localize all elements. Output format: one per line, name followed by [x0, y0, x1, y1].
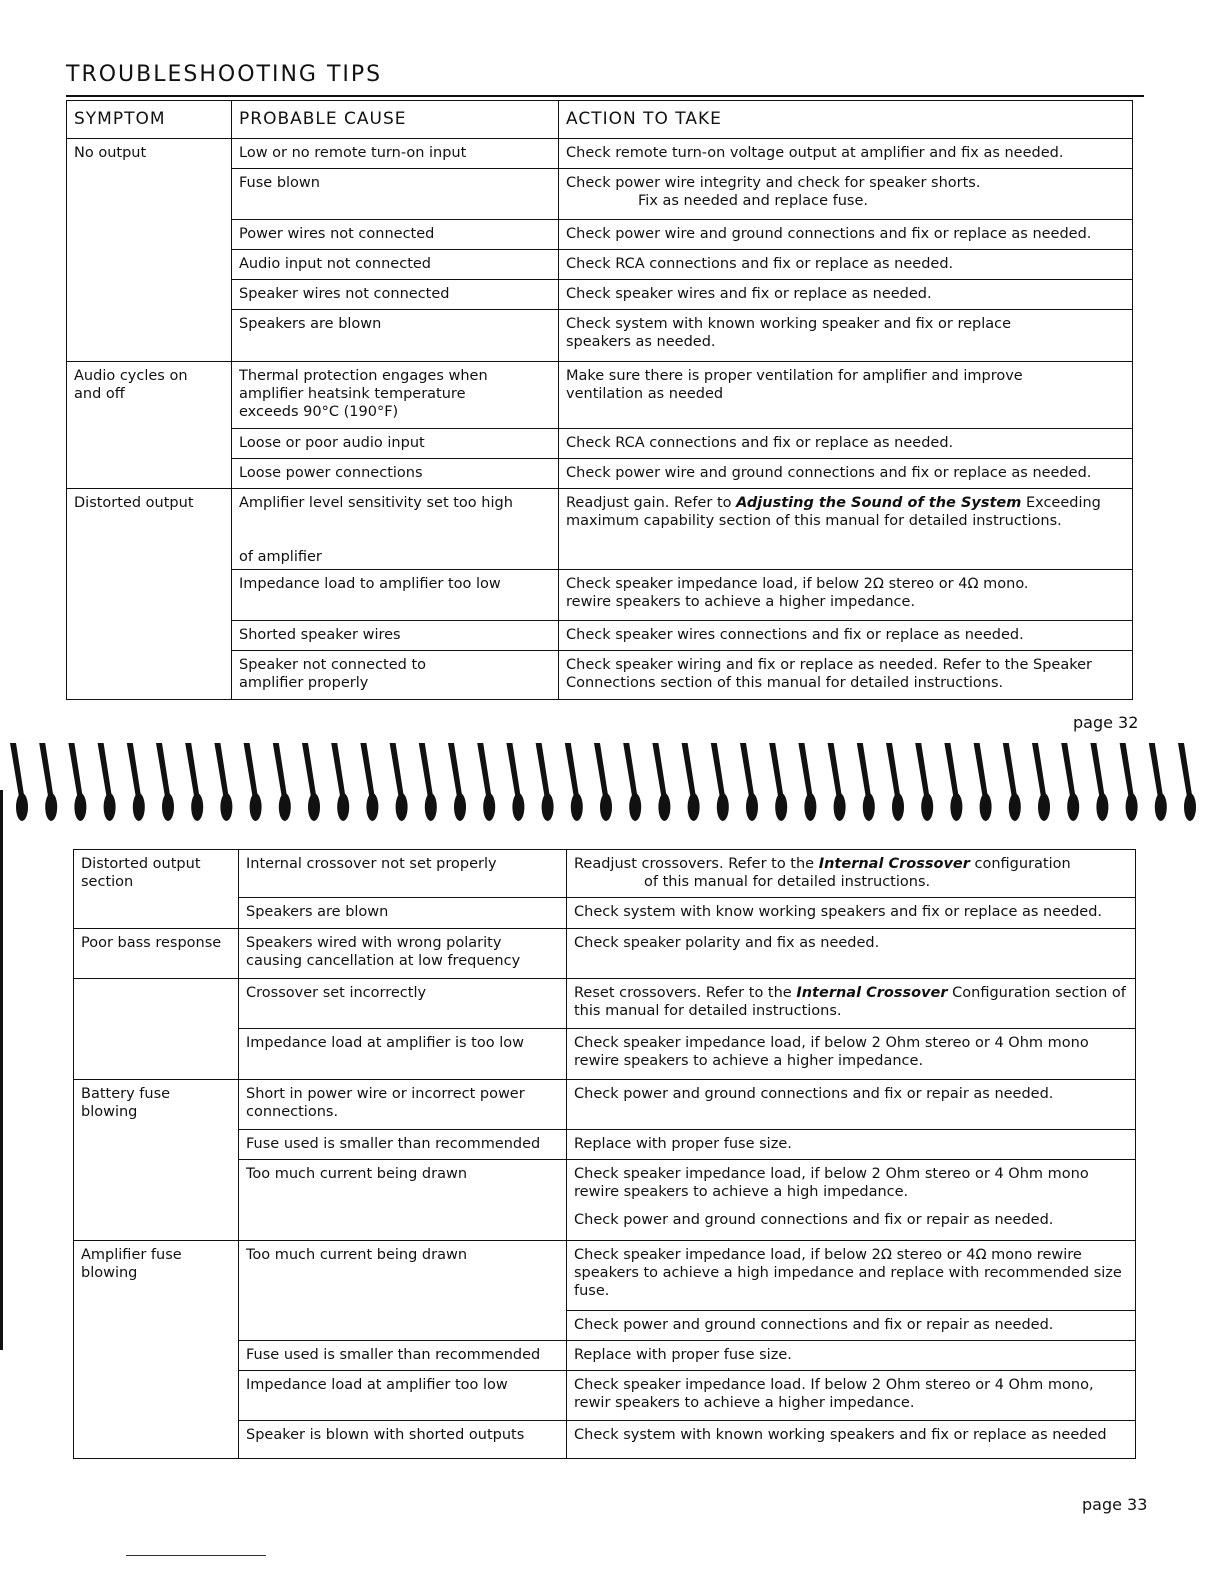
binding-coil [915, 743, 929, 797]
header-symptom: SYMPTOM [67, 101, 232, 139]
binding-hole [1096, 793, 1108, 821]
binding-hole [921, 793, 933, 821]
binding-hole [1067, 793, 1079, 821]
binding-coil [565, 743, 579, 797]
binding-hole [220, 793, 232, 821]
action-line: Check speaker impedance load, if below 2 Ohm stereo or 4 Ohm mono rewire speakers to achieve a high impedance. [574, 1166, 1089, 1200]
binding-hole [1038, 793, 1050, 821]
cause-cell: Too much current being drawn [239, 1160, 567, 1241]
binding-hole [250, 793, 262, 821]
binding-coil [10, 743, 24, 797]
cause-cell: Crossover set incorrectly [239, 979, 567, 1029]
cause-cell: Speaker wires not connected [232, 280, 559, 310]
cause-cell: Impedance load to amplifier too low [232, 570, 559, 621]
binding-coil [214, 743, 228, 797]
symptom-cell-empty [74, 979, 239, 1080]
action-cell [559, 169, 1133, 220]
action-cell: Reset crossovers. Refer to the Internal Crossover Configuration section of this manual for detailed instructions. [567, 979, 1136, 1029]
binding-hole [688, 793, 700, 821]
binding-hole [1184, 793, 1196, 821]
binding-coil [360, 743, 374, 797]
cause-line: of amplifier [239, 549, 322, 565]
action-cell: Readjust crossovers. Refer to the Internal Crossover configuration of this manual for detailed instructions. [567, 850, 1136, 898]
table-row [74, 979, 1136, 1029]
action-cell: Check system with know working speakers and fix or replace as needed. [567, 898, 1136, 929]
action-cell: Check speaker wires and fix or replace as needed. [559, 280, 1133, 310]
binding-coil [623, 743, 637, 797]
action-cell: Check speaker polarity and fix as needed. [567, 929, 1136, 979]
binding-coil [711, 743, 725, 797]
table-row [67, 362, 1133, 429]
symptom-cell: No output [67, 139, 232, 362]
binding-hole [571, 793, 583, 821]
binding-hole [600, 793, 612, 821]
bottom-rule [126, 1555, 266, 1556]
spiral-binding-decoration [0, 735, 1224, 830]
action-cell: Check power wire and ground connections and fix or replace as needed. [559, 459, 1133, 489]
binding-hole [717, 793, 729, 821]
binding-coil [302, 743, 316, 797]
cause-cell: Fuse blown [232, 169, 559, 220]
binding-coil [1090, 743, 1104, 797]
binding-coil [798, 743, 812, 797]
action-cell: Replace with proper fuse size. [567, 1130, 1136, 1160]
cause-cell [232, 489, 559, 570]
table-row [67, 489, 1133, 570]
cause-cell: Audio input not connected [232, 250, 559, 280]
binding-coil [244, 743, 258, 797]
binding-hole [191, 793, 203, 821]
cause-line: Amplifier level sensitivity set too high [239, 495, 513, 511]
page-title: TROUBLESHOOTING TIPS [66, 62, 383, 87]
symptom-cell: Distorted output [67, 489, 232, 700]
binding-hole [45, 793, 57, 821]
action-line: Check power and ground connections and fix or repair as needed. [574, 1212, 1054, 1228]
action-cell: Check speaker impedance load. If below 2 Ohm stereo or 4 Ohm mono, rewir speakers to achieve a higher impedance. [567, 1371, 1136, 1421]
cause-cell: Low or no remote turn-on input [232, 139, 559, 169]
action-cell: Check speaker impedance load, if below 2 Ohm stereo or 4 Ohm mono rewire speakers to achieve a higher impedance. [567, 1029, 1136, 1080]
table-row [74, 1241, 1136, 1311]
action-line: Fix as needed and replace fuse. [638, 193, 868, 209]
binding-hole [16, 793, 28, 821]
binding-coil [1120, 743, 1134, 797]
binding-coil [594, 743, 608, 797]
cause-cell: Too much current being drawn [239, 1241, 567, 1341]
action-cell: Check power and ground connections and fix or repair as needed. [567, 1080, 1136, 1130]
action-cell: Check RCA connections and fix or replace as needed. [559, 250, 1133, 280]
binding-coil [1149, 743, 1163, 797]
header-action-to-take: ACTION TO TAKE [559, 101, 1133, 139]
binding-hole [658, 793, 670, 821]
action-cell: Check speaker impedance load, if below 2Ω stereo or 4Ω mono rewire speakers to achieve a high impedance and replace with recommended size fuse. [567, 1241, 1136, 1311]
cause-cell: Shorted speaker wires [232, 621, 559, 651]
cause-cell: Loose or poor audio input [232, 429, 559, 459]
cause-cell: Short in power wire or incorrect power connections. [239, 1080, 567, 1130]
action-line: Check power wire integrity and check for speaker shorts. [566, 175, 981, 191]
binding-hole [804, 793, 816, 821]
cause-cell: Fuse used is smaller than recommended [239, 1341, 567, 1371]
binding-hole [980, 793, 992, 821]
binding-coil [652, 743, 666, 797]
table-header-row [67, 101, 1133, 139]
binding-coil [740, 743, 754, 797]
binding-coil [390, 743, 404, 797]
binding-hole [337, 793, 349, 821]
binding-coil [974, 743, 988, 797]
binding-coil [769, 743, 783, 797]
binding-coil [448, 743, 462, 797]
symptom-cell: Amplifier fuse blowing [74, 1241, 239, 1459]
binding-coil [185, 743, 199, 797]
symptom-cell: Battery fuse blowing [74, 1080, 239, 1241]
cause-cell: Speaker not connected to amplifier properly [232, 651, 559, 700]
binding-hole [366, 793, 378, 821]
binding-coil [39, 743, 53, 797]
binding-hole [162, 793, 174, 821]
binding-coil [506, 743, 520, 797]
action-cell: Check power wire and ground connections and fix or replace as needed. [559, 220, 1133, 250]
section-reference: Internal Crossover [796, 985, 948, 1001]
binding-coil [944, 743, 958, 797]
action-cell: Replace with proper fuse size. [567, 1341, 1136, 1371]
table-row [67, 139, 1133, 169]
action-cell [567, 1160, 1136, 1241]
binding-hole [483, 793, 495, 821]
cause-cell: Speakers are blown [239, 898, 567, 929]
action-cell: Check system with known working speaker and fix or replace speakers as needed. [559, 310, 1133, 362]
action-cell: Make sure there is proper ventilation for amplifier and improve ventilation as needed [559, 362, 1133, 429]
binding-hole [1126, 793, 1138, 821]
binding-coil [331, 743, 345, 797]
action-cell: Check speaker wires connections and fix or replace as needed. [559, 621, 1133, 651]
header-probable-cause: PROBABLE CAUSE [232, 101, 559, 139]
section-reference: Internal Crossover [818, 856, 970, 872]
cause-cell: Fuse used is smaller than recommended [239, 1130, 567, 1160]
action-cell: Check system with known working speakers and fix or replace as needed [567, 1421, 1136, 1459]
cause-cell: Speaker is blown with shorted outputs [239, 1421, 567, 1459]
cause-cell: Power wires not connected [232, 220, 559, 250]
troubleshooting-table-page-33 [73, 849, 1136, 1459]
binding-coil [477, 743, 491, 797]
binding-hole [308, 793, 320, 821]
binding-hole [279, 793, 291, 821]
binding-hole [863, 793, 875, 821]
binding-hole [542, 793, 554, 821]
binding-hole [133, 793, 145, 821]
section-reference: Adjusting the Sound of the System [736, 495, 1022, 511]
cause-cell: Impedance load at amplifier too low [239, 1371, 567, 1421]
binding-hole [775, 793, 787, 821]
cause-cell: Speakers are blown [232, 310, 559, 362]
binding-hole [425, 793, 437, 821]
binding-coil [1061, 743, 1075, 797]
cause-cell: Thermal protection engages when amplifier heatsink temperature exceeds 90°C (190°F) [232, 362, 559, 429]
symptom-cell: Poor bass response [74, 929, 239, 979]
cause-cell: Internal crossover not set properly [239, 850, 567, 898]
binding-coil [156, 743, 170, 797]
binding-coil [1032, 743, 1046, 797]
binding-coil [127, 743, 141, 797]
binding-coil [1178, 743, 1192, 797]
cause-cell: Speakers wired with wrong polarity causing cancellation at low frequency [239, 929, 567, 979]
action-cell: Check RCA connections and fix or replace as needed. [559, 429, 1133, 459]
page-number: page 33 [1082, 1495, 1148, 1514]
cause-cell: Impedance load at amplifier is too low [239, 1029, 567, 1080]
action-line: of this manual for detailed instructions. [644, 874, 931, 890]
binding-hole [629, 793, 641, 821]
action-cell: Check power and ground connections and fix or repair as needed. [567, 1311, 1136, 1341]
action-cell: Check remote turn-on voltage output at amplifier and fix as needed. [559, 139, 1133, 169]
table-row [74, 850, 1136, 898]
binding-hole [834, 793, 846, 821]
table-row [74, 1080, 1136, 1130]
binding-hole [74, 793, 86, 821]
troubleshooting-table-page-32 [66, 100, 1133, 700]
binding-hole [892, 793, 904, 821]
title-rule [66, 95, 1144, 97]
action-cell: Readjust gain. Refer to Adjusting the Sound of the System Exceeding maximum capability section of this manual for detailed instructions. [559, 489, 1133, 570]
table-row [74, 929, 1136, 979]
binding-coil [886, 743, 900, 797]
binding-hole [746, 793, 758, 821]
binding-coil [828, 743, 842, 797]
page-number: page 32 [1073, 713, 1139, 732]
binding-coil [273, 743, 287, 797]
action-cell: Check speaker impedance load, if below 2Ω stereo or 4Ω mono. rewire speakers to achieve a higher impedance. [559, 570, 1133, 621]
binding-coil [857, 743, 871, 797]
binding-hole [396, 793, 408, 821]
binding-hole [454, 793, 466, 821]
page-edge [0, 790, 3, 1350]
binding-hole [1009, 793, 1021, 821]
binding-coil [682, 743, 696, 797]
binding-coil [1003, 743, 1017, 797]
binding-coil [419, 743, 433, 797]
binding-hole [1155, 793, 1167, 821]
symptom-cell: Audio cycles on and off [67, 362, 232, 489]
binding-hole [512, 793, 524, 821]
binding-coil [536, 743, 550, 797]
symptom-cell: Distorted output section [74, 850, 239, 929]
binding-coil [98, 743, 112, 797]
binding-hole [950, 793, 962, 821]
binding-hole [104, 793, 116, 821]
binding-coil [68, 743, 82, 797]
action-cell: Check speaker wiring and fix or replace as needed. Refer to the Speaker Connections section of this manual for detailed instructions. [559, 651, 1133, 700]
cause-cell: Loose power connections [232, 459, 559, 489]
